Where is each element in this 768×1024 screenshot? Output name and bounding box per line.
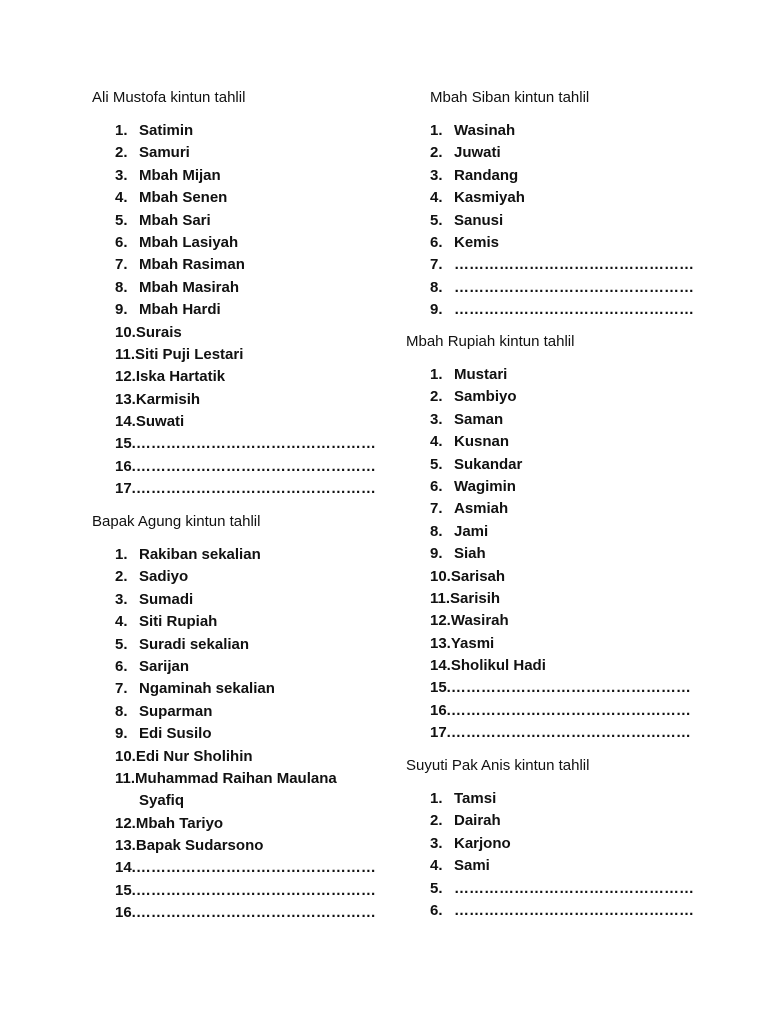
item-text: ………………………………………… [454,879,694,897]
list-item [115,277,376,299]
list-item [115,835,376,857]
item-number: 8. [430,522,443,540]
list-item [430,588,691,610]
item-number: 1. [115,122,128,139]
list-item [115,299,376,321]
item-number: 5. [115,635,128,653]
item-text: Mbah Senen [139,189,228,207]
list-item [430,187,694,209]
list-item [115,611,376,633]
section-suyuti-pak-anis [406,756,694,922]
list-item [430,120,694,142]
item-text: Edi Nur Sholihin [135,747,253,765]
item-text: Sambiyo [454,388,517,406]
item-text: ………………………………………… [454,901,694,919]
item-text: Asmiah [454,500,509,518]
list-item [115,210,376,232]
name-list [92,544,376,925]
item-text: Mbah Tariyo [135,814,224,832]
item-number: 3. [115,166,128,184]
item-text: Karmisih [135,390,201,408]
item-text: Jami [454,522,489,540]
item-text: Sarisah [450,567,506,585]
item-text: Karjono [454,834,511,852]
item-number: 2. [115,568,128,586]
item-text: Iska Hartatik [135,368,226,386]
item-number: 14. [430,657,451,675]
item-number: 13. [115,837,136,855]
item-number: 6. [115,233,128,251]
item-text: Samuri [139,144,190,162]
item-number: 4. [430,433,443,451]
item-number: 3. [430,834,443,852]
item-number: 16. [430,701,451,719]
list-item [115,120,376,142]
list-item [115,902,376,924]
item-text: Ngaminah sekalian [139,680,275,698]
list-item [115,723,376,745]
list-item [115,544,376,566]
item-number: 14. [115,859,136,877]
item-text: ………………………………………… [454,278,694,296]
section-title: Suyuti Pak Anis kintun tahlil [406,757,590,774]
item-text: Mustari [454,366,508,383]
item-text: Mbah Rasiman [139,256,245,274]
list-item [430,431,691,453]
list-item [430,521,691,543]
list-item [430,655,691,677]
item-text: Dairah [454,812,501,830]
name-list [406,788,694,922]
item-number: 1. [430,366,443,383]
item-number: 10. [115,323,136,341]
item-text: ………………………………………… [135,435,376,453]
item-number: 6. [430,901,443,919]
item-text: Bapak Sudarsono [135,837,264,855]
section-title: Mbah Rupiah kintun tahlil [406,333,575,350]
list-item [430,142,694,164]
item-number: 13. [430,634,451,652]
list-item [115,656,376,678]
item-text: Tamsi [454,790,497,807]
list-item [430,700,691,722]
item-number: 10. [430,567,451,585]
item-number: 5. [430,879,443,897]
item-number: 10. [115,747,136,765]
item-text: Saman [454,410,504,428]
list-item [430,409,691,431]
item-number: 4. [430,189,443,207]
list-item [115,254,376,276]
item-text: Sumadi [139,590,194,608]
item-text: Mbah Mijan [139,166,221,184]
item-number: 1. [430,790,443,807]
item-number: 2. [430,144,443,162]
list-item [430,476,691,498]
item-number: 8. [115,702,128,720]
section-mbah-siban [430,88,694,322]
list-item [430,722,691,744]
list-item [430,543,691,565]
item-number: 11. [115,345,136,363]
item-number: 8. [115,278,128,296]
item-text: Sholikul Hadi [450,657,546,675]
item-number: 12. [430,612,451,630]
item-number: 12. [115,368,136,386]
item-text: Satimin [139,122,194,139]
item-text: Siti Puji Lestari [135,345,244,363]
list-item [115,344,376,366]
item-number: 9. [430,301,443,319]
list-item [115,366,376,388]
item-text: ………………………………………… [450,701,691,719]
list-item [430,364,691,386]
list-item [115,142,376,164]
item-number: 8. [430,278,443,296]
item-text: Rakiban sekalian [139,546,261,563]
list-item [115,411,376,433]
name-list [92,120,376,501]
item-text: ………………………………………… [135,859,376,877]
item-text: ………………………………………… [135,480,376,498]
item-number: 1. [430,122,443,139]
section-mbah-rupiah [406,332,691,745]
list-item [115,746,376,768]
list-item [430,677,691,699]
item-text: Sanusi [454,211,504,229]
item-text: Kemis [454,233,500,251]
item-number: 15. [115,435,136,453]
list-item [430,386,691,408]
list-item [430,277,694,299]
item-text: Siti Rupiah [139,613,218,631]
item-number: 11. [430,589,451,607]
list-item [430,254,694,276]
item-text: Siah [454,545,486,563]
list-item [115,880,376,902]
item-text: Wasinah [454,122,516,139]
list-item [430,454,691,476]
list-item [115,678,376,700]
list-item [115,813,376,835]
item-text: Sadiyo [139,568,189,586]
item-text: Sarijan [139,657,190,675]
list-item [430,299,694,321]
item-number: 9. [430,545,443,563]
list-item [430,610,691,632]
list-item [430,498,691,520]
item-text: Yasmi [450,634,495,652]
item-text: Suwati [135,413,185,431]
list-item [115,456,376,478]
item-number: 3. [430,166,443,184]
list-item [430,210,694,232]
item-text: Mbah Lasiyah [139,233,239,251]
item-text: Mbah Sari [139,211,211,229]
list-item [430,833,694,855]
item-number: 1. [115,546,128,563]
list-item [430,810,694,832]
list-item [115,768,376,790]
item-text: Syafiq [139,792,185,810]
item-number: 7. [430,256,443,274]
list-item [115,165,376,187]
item-text: ………………………………………… [450,679,691,697]
item-number: 9. [115,301,128,319]
item-number: 2. [430,388,443,406]
list-item [430,566,691,588]
item-text: Sarisih [450,589,501,607]
item-number: 14. [115,413,136,431]
list-item [430,878,694,900]
item-text: Wasirah [450,612,509,630]
item-text: Randang [454,166,519,184]
section-title: Bapak Agung kintun tahlil [92,513,261,530]
item-number: 7. [115,680,128,698]
item-text: Sami [454,857,490,875]
item-text: Sukandar [454,455,523,473]
list-item [115,322,376,344]
item-number: 16. [115,904,136,922]
list-item [115,589,376,611]
item-number: 2. [430,812,443,830]
list-item [115,433,376,455]
list-item [115,634,376,656]
item-text: Wagimin [454,477,516,495]
item-text: Juwati [454,144,501,162]
item-number: 16. [115,457,136,475]
item-text: Kasmiyah [454,189,525,207]
list-item [115,790,376,812]
item-number: 4. [430,857,443,875]
item-text: Surais [135,323,182,341]
item-number: 6. [430,233,443,251]
item-text: Edi Susilo [139,725,212,743]
item-text: Suradi sekalian [139,635,250,653]
list-item [115,478,376,500]
item-text: ………………………………………… [454,301,694,319]
item-text: ………………………………………… [135,881,376,899]
item-number: 5. [430,455,443,473]
list-item [115,566,376,588]
list-item [115,232,376,254]
item-text: Muhammad Raihan Maulana [135,769,337,787]
item-number: 11. [115,769,136,787]
list-item [430,855,694,877]
list-item [115,857,376,879]
item-text: ………………………………………… [135,904,376,922]
item-number [115,790,139,812]
name-list [406,364,691,745]
list-item [430,900,694,922]
item-number: 12. [115,814,136,832]
section-ali-mustofa [92,88,376,501]
item-text: Mbah Masirah [139,278,240,296]
item-number: 6. [115,657,128,675]
item-text: Suparman [139,702,213,720]
section-bapak-agung [92,512,376,925]
item-text: Kusnan [454,433,510,451]
item-number: 7. [115,256,128,274]
list-item [115,701,376,723]
name-list [430,120,694,322]
list-item [430,788,694,810]
item-text: ………………………………………… [450,724,691,742]
section-title: Mbah Siban kintun tahlil [430,89,590,106]
item-number: 3. [430,410,443,428]
item-number: 2. [115,144,128,162]
section-title: Ali Mustofa kintun tahlil [92,89,246,106]
item-number: 6. [430,477,443,495]
item-number: 5. [115,211,128,229]
item-number: 4. [115,613,128,631]
item-number: 17. [115,480,136,498]
list-item [430,165,694,187]
list-item [115,187,376,209]
item-number: 7. [430,500,443,518]
item-number: 13. [115,390,136,408]
item-number: 9. [115,725,128,743]
item-text: Mbah Hardi [139,301,221,319]
item-number: 15. [115,881,136,899]
item-text: ………………………………………… [135,457,376,475]
item-number: 4. [115,189,128,207]
list-item [430,232,694,254]
list-item [115,389,376,411]
item-number: 3. [115,590,128,608]
item-number: 15. [430,679,451,697]
item-number: 5. [430,211,443,229]
list-item [430,633,691,655]
item-text: ………………………………………… [454,256,694,274]
item-number: 17. [430,724,451,742]
